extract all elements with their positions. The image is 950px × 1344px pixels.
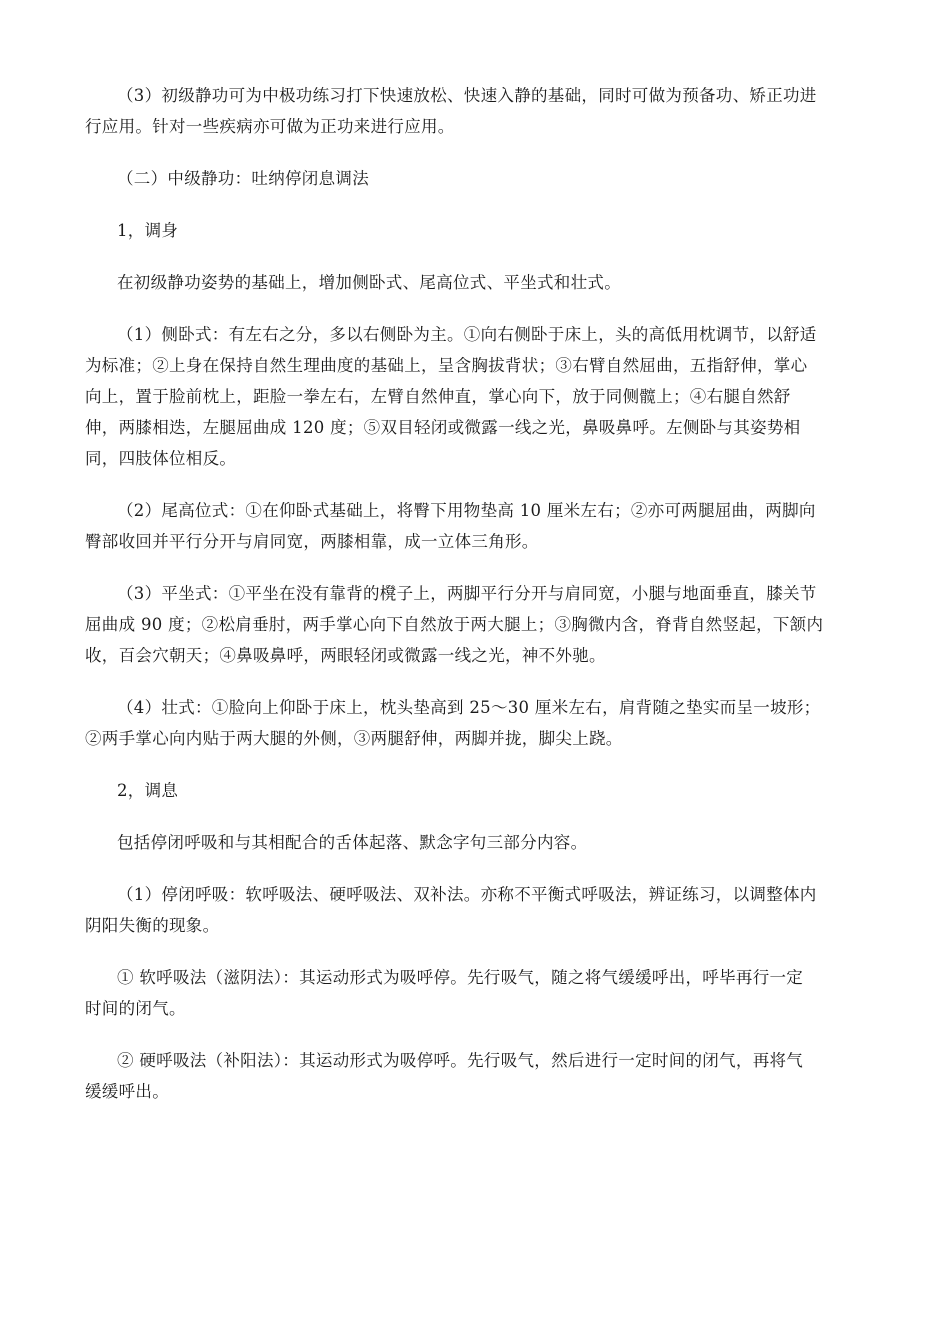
document-body	[85, 80, 865, 1128]
text-line: （4）壮式：①脸向上仰卧于床上，枕头垫高到 25～30 厘米左右，肩背随之垫实而呈一坡形；	[117, 698, 821, 717]
text-line: （3）平坐式：①平坐在没有靠背的櫈子上，两脚平行分开与肩同宽，小腿与地面垂直，膝关节	[117, 584, 817, 603]
text-line: 向上，置于脸前枕上，距脸一拳左右，左臂自然伸直，掌心向下，放于同侧髋上；④右腿自然舒	[85, 387, 791, 406]
text-line: （1）侧卧式：有左右之分，多以右侧卧为主。①向右侧卧于床上，头的高低用枕调节，以舒适	[117, 325, 817, 344]
text-line: ② 硬呼吸法（补阳法）：其运动形式为吸停呼。先行吸气，然后进行一定时间的闭气，再将气	[117, 1051, 804, 1070]
paragraph-flat-sitting-posture	[85, 578, 865, 671]
text-line: 行应用。针对一些疾病亦可做为正功来进行应用。	[85, 117, 455, 136]
paragraph-posture-intro	[117, 267, 865, 298]
text-line: （3）初级静功可为中极功练习打下快速放松、快速入静的基础，同时可做为预备功、矫正功进	[117, 86, 817, 105]
subheading-body-adjustment	[117, 215, 865, 246]
text-line: 包括停闭呼吸和与其相配合的舌体起落、默念字句三部分内容。	[117, 833, 588, 852]
paragraph-hard-breathing	[85, 1045, 865, 1107]
paragraph-breath-intro	[117, 827, 865, 858]
text-line: 2，调息	[117, 781, 179, 800]
text-line: 伸，两膝相迭，左腿屈曲成 120 度；⑤双目轻闭或微露一线之光，鼻吸鼻呼。左侧卧与其姿势相	[85, 418, 801, 437]
text-line: 同，四肢体位相反。	[85, 449, 237, 468]
text-line: 屈曲成 90 度；②松肩垂肘，两手掌心向下自然放于两大腿上；③胸微内含，脊背自然竖起，下颔内	[85, 615, 824, 634]
paragraph-side-lying-posture	[85, 319, 865, 474]
paragraph-soft-breathing	[85, 962, 865, 1024]
text-line: 时间的闭气。	[85, 999, 186, 1018]
text-line: 1，调身	[117, 221, 179, 240]
text-line: 臀部收回并平行分开与肩同宽，两膝相靠，成一立体三角形。	[85, 532, 539, 551]
paragraph-stop-close-breathing	[85, 879, 865, 941]
section-heading-intermediate-static-gong	[117, 163, 865, 194]
text-line: （1）停闭呼吸：软呼吸法、硬呼吸法、双补法。亦称不平衡式呼吸法，辨证练习，以调整体内	[117, 885, 817, 904]
text-line: ① 软呼吸法（滋阴法）：其运动形式为吸呼停。先行吸气，随之将气缓缓呼出，呼毕再行一定	[117, 968, 804, 987]
paragraph-initial-static-gong-benefits	[85, 80, 865, 142]
paragraph-strong-posture	[85, 692, 865, 754]
text-line: （2）尾高位式：①在仰卧式基础上，将臀下用物垫高 10 厘米左右；②亦可两腿屈曲，两脚向	[117, 501, 816, 520]
text-line: 阴阳失衡的现象。	[85, 916, 220, 935]
text-line: （二）中级静功：吐纳停闭息调法	[117, 169, 369, 188]
text-line: ②两手掌心向内贴于两大腿的外侧，③两腿舒伸，两脚并拢，脚尖上跷。	[85, 729, 623, 748]
text-line: 为标准；②上身在保持自然生理曲度的基础上，呈含胸拔背状；③右臂自然屈曲，五指舒伸，掌心	[85, 356, 808, 375]
subheading-breath-adjustment	[117, 775, 865, 806]
text-line: 缓缓呼出。	[85, 1082, 169, 1101]
text-line: 在初级静功姿势的基础上，增加侧卧式、尾高位式、平坐式和壮式。	[117, 273, 621, 292]
text-line: 收，百会穴朝天；④鼻吸鼻呼，两眼轻闭或微露一线之光，神不外驰。	[85, 646, 606, 665]
paragraph-raised-hip-posture	[85, 495, 865, 557]
